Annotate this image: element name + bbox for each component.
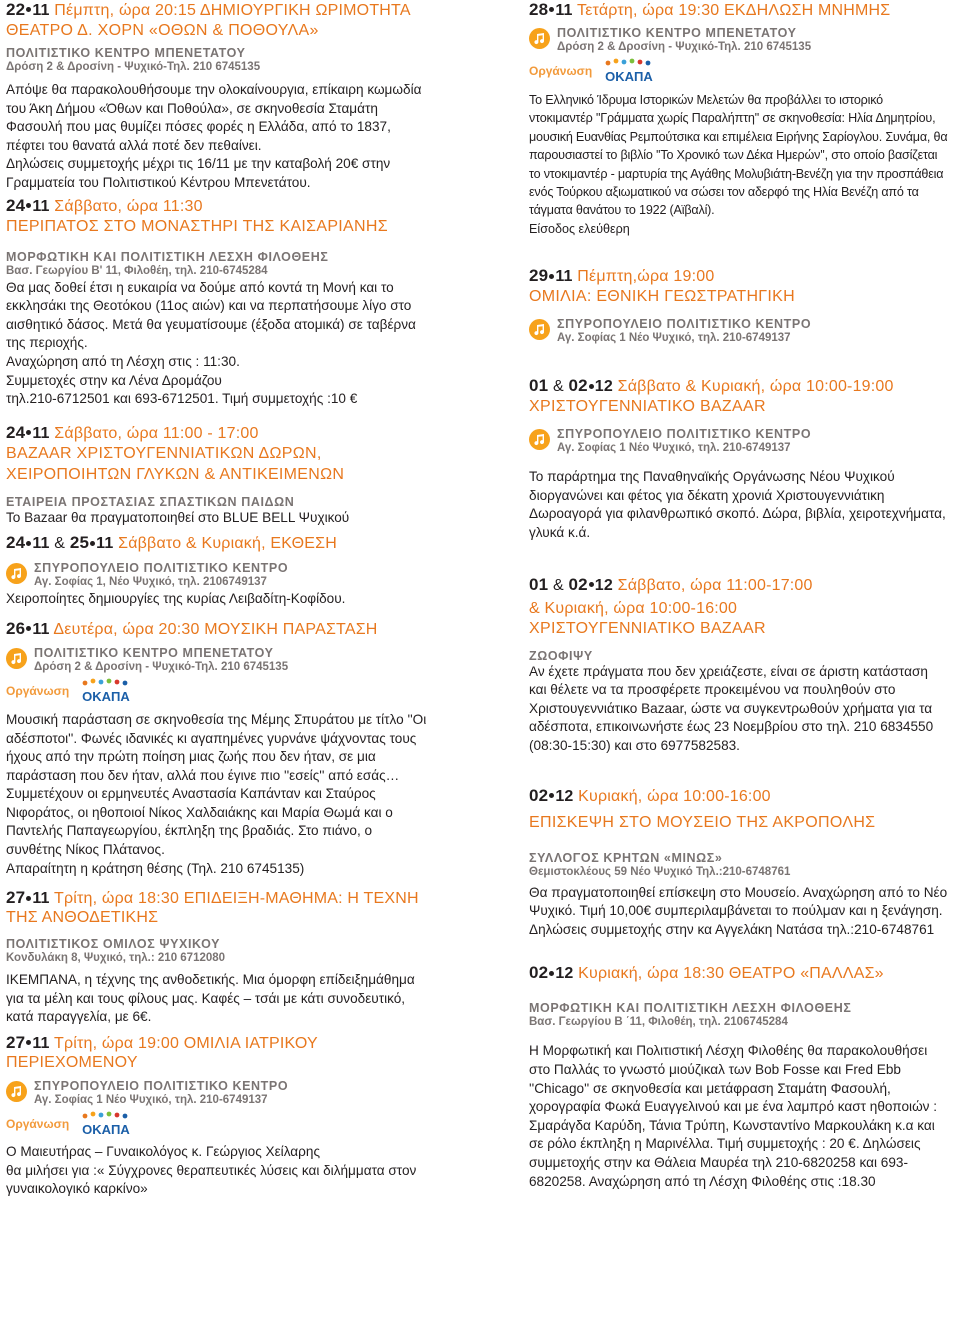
- date-day: 27: [6, 1033, 26, 1053]
- date-day: 26: [6, 618, 26, 638]
- date-day: 02: [529, 963, 549, 983]
- date-month: 11: [32, 535, 50, 553]
- date-join: &: [49, 535, 70, 553]
- venue-block: [529, 26, 949, 55]
- venue-address: Βασ. Γεωργίου Β ΄11, Φιλοθέη, τηλ. 2106745284: [529, 1016, 788, 1029]
- venue-name: ΜΟΡΦΩΤΙΚΗ ΚΑΙ ΠΟΛΙΤΙΣΤΙΚΗ ΛΕΣΧΗ ΦΙΛΟΘΕΗΣ: [529, 1001, 852, 1016]
- date-month: 11: [555, 268, 573, 286]
- organizer: [6, 678, 430, 704]
- event-time: Κυριακή, ώρα 18:30: [573, 965, 729, 983]
- event-date-line: [529, 963, 949, 983]
- date-day: 22: [6, 0, 26, 19]
- organizer-label: Οργάνωση: [6, 1117, 70, 1132]
- okapa-logo: [77, 678, 135, 704]
- event-title: ΧΡΙΣΤΟΥΓΕΝΝΙΑΤΙΚΟ BAZAAR: [529, 398, 766, 416]
- venue-name: ΠΟΛΙΤΙΣΤΙΚΟΣ ΟΜΙΛΟΣ ΨΥΧΙΚΟΥ: [6, 937, 221, 952]
- date-join: &: [548, 576, 569, 594]
- event-time: Τρίτη, ώρα 18:30: [49, 890, 184, 908]
- date-month: 11: [32, 1035, 50, 1053]
- venue-address: Αγ. Σοφίας 1 Νέο Ψυχικό, τηλ. 210-6749137: [557, 332, 791, 345]
- right-column: [529, 0, 949, 1191]
- venue-address: Αγ. Σοφίας 1 Νέο Ψυχικό, τηλ. 210-6749137: [34, 1094, 268, 1107]
- venue-name: ΣΠΥΡΟΠΟΥΛΕΙΟ ΠΟΛΙΤΙΣΤΙΚΟ ΚΕΝΤΡΟ: [34, 561, 289, 576]
- event-time: Τετάρτη, ώρα 19:30: [572, 2, 725, 19]
- venue-name: ΕΤΑΙΡΕΙΑ ΠΡΟΣΤΑΣΙΑΣ ΣΠΑΣΤΙΚΩΝ ΠΑΙΔΩΝ: [6, 494, 295, 509]
- event-01-02-12-zoofipsy: [529, 575, 949, 756]
- event-contact: Συμμετοχές στην κα Λένα Δρομάζου: [6, 372, 222, 388]
- venue-name: ΖΩΟΦΙΨΥ: [529, 648, 593, 663]
- event-description: Το Bazaar θα πραγματοποιηθεί στο BLUE BELL Ψυχικού: [6, 509, 350, 525]
- music-note-icon: [6, 563, 27, 584]
- date-day: 25: [69, 533, 90, 553]
- date-dot: [549, 793, 554, 798]
- event-date-line: [6, 619, 430, 639]
- venue-name: ΣΥΛΛΟΓΟΣ ΚΡΗΤΩΝ «ΜΙΝΩΣ»: [529, 850, 723, 865]
- date-join: &: [548, 378, 569, 396]
- event-date-line: [529, 266, 949, 286]
- event-price: τηλ.210-6712501 και 693-6712501. Τιμή συμμετοχής :10 €: [6, 391, 358, 407]
- date-month: 11: [32, 2, 50, 19]
- event-date-line: [6, 1033, 430, 1072]
- music-note-icon: [529, 319, 550, 340]
- event-date-line: [529, 376, 949, 396]
- event-time: Σάββατο & Κυριακή, ώρα 10:00-19:00: [613, 378, 894, 396]
- date-month: 12: [594, 378, 613, 396]
- venue-name: ΜΟΡΦΩΤΙΚΗ ΚΑΙ ΠΟΛΙΤΙΣΤΙΚΗ ΛΕΣΧΗ ΦΙΛΟΘΕΗΣ: [6, 249, 329, 264]
- venue-address: Δρόση 2 & Δροσίνη - Ψυχικό-Τηλ. 210 6745135: [34, 660, 289, 673]
- event-27-11-ikebana: [6, 888, 430, 1027]
- svg-text:ΟΚΑΠΑ: ΟΚΑΠΑ: [605, 69, 654, 84]
- date-month: 12: [555, 965, 574, 983]
- event-time: Πέμπτη, ώρα 20:15: [49, 2, 200, 19]
- date-dot: [26, 203, 31, 208]
- date-dot: [26, 430, 31, 435]
- date-day: 02: [568, 574, 588, 594]
- event-02-12-museum: [529, 786, 949, 940]
- event-description: Θα πραγματοποιηθεί επίσκεψη στο Μουσείο. Αναχώρηση από το Νέο Ψυχικό. Τιμή 10,00€ συμπεριλαμβάνεται το πούλμαν και η ξενάγηση.: [529, 884, 948, 919]
- event-reservation: Απαραίτητη η κράτηση θέσης (Τηλ. 210 6745135): [6, 860, 305, 876]
- event-22-11: [6, 0, 430, 193]
- event-24-25-11-exhibition: [6, 533, 430, 609]
- venue-block: [529, 427, 949, 456]
- event-28-11: [529, 0, 949, 238]
- date-day: 24: [6, 533, 26, 553]
- date-day: 29: [529, 266, 549, 286]
- event-description: ΙΚΕΜΠΑΝΑ, η τέχνης της ανθοδετικής. Μια όμορφη επίδειξημάθημα για τα μέλη και τους φίλους μας. Καφές – τσάι με κάτι συνοδευτικό, κατά παραγγελία, με 6€.: [6, 972, 415, 1025]
- svg-text:ΟΚΑΠΑ: ΟΚΑΠΑ: [82, 688, 131, 704]
- venue-address: Βασ. Γεωργίου Β' 11, Φιλοθέη, τηλ. 210-6745284: [6, 264, 268, 277]
- event-02-12-theatre: [529, 963, 949, 1191]
- music-note-icon: [6, 1081, 27, 1102]
- event-title: ΘΕΑΤΡΟ «ΠΑΛΛΑΣ»: [728, 965, 884, 983]
- event-description: Το παράρτημα της Παναθηναϊκής Οργάνωσης Νέου Ψυχικού διοργανώνει και φέτος για δέκατη χρονιά Χριστουγεννιάτικη Δωροαγορά για φιλανθρωπικό σκοπό. Δώρα, βιβλία, χειροτεχνήματα, γλυκά κ.ά.: [529, 469, 946, 541]
- date-dot: [589, 582, 594, 587]
- venue-name: ΣΠΥΡΟΠΟΥΛΕΙΟ ΠΟΛΙΤΙΣΤΙΚΟ ΚΕΝΤΡΟ: [34, 1079, 289, 1094]
- date-month: 11: [32, 197, 50, 215]
- event-24-11-walk: [6, 196, 430, 409]
- event-title: BAZAAR ΧΡΙΣΤΟΥΓΕΝΝΙΑΤΙΚΩΝ ΔΩΡΩΝ, ΧΕΙΡΟΠΟΙΗΤΩΝ ΓΛΥΚΩΝ & ΑΝΤΙΚΕΙΜΕΝΩΝ: [6, 444, 345, 483]
- event-time-secondary: & Κυριακή, ώρα 10:00-16:00: [529, 599, 738, 617]
- venue-address: Αγ. Σοφίας 1, Νέο Ψυχικό, τηλ. 2106749137: [34, 576, 267, 589]
- event-admission: Είσοδος ελεύθερη: [529, 221, 630, 236]
- venue-block: [6, 561, 430, 590]
- event-title: ΟΜΙΛΙΑ ΙΑΤΡΙΚΟΥ ΠΕΡΙΕΧΟΜΕΝΟΥ: [6, 1035, 318, 1072]
- event-date-line: [6, 423, 430, 443]
- date-day: 01: [529, 376, 549, 396]
- date-day: 01: [529, 574, 549, 594]
- music-note-icon: [529, 429, 550, 450]
- event-title: ΕΚΔΗΛΩΣΗ ΜΝΗΜΗΣ: [724, 2, 891, 19]
- venue-name: ΠΟΛΙΤΙΣΤΙΚΟ ΚΕΝΤΡΟ ΜΠΕΝΕΤΑΤΟΥ: [34, 645, 274, 660]
- event-speaker: Ο Μαιευτήρας – Γυναικολόγος κ. Γεώργιος Χείλαρης: [6, 1144, 320, 1160]
- event-time: Πέμπτη,ώρα 19:00: [572, 268, 715, 286]
- event-29-11: [529, 266, 949, 346]
- event-time: Σάββατο, ώρα 11:30: [49, 197, 203, 215]
- date-dot: [26, 626, 31, 631]
- event-performers: Συμμετέχουν οι ερμηνευτές Αναστασία Καπάνταν και Σταύρος Νιφοράτος, οι ηθοποιοί Νίκος Χαλδαιάκης και Μαρία Θωμά και ο Παντελής Παπαγεωργίου, έκπληξη της βραδιάς. Στο πιάνο, ο συνθέτης Νίκος Πλάτανος.: [6, 786, 393, 858]
- event-date-line: [529, 0, 949, 20]
- venue-address: Δρόση 2 & Δροσίνη - Ψυχικό-Τηλ. 210 6745135: [557, 41, 812, 53]
- event-time: Δευτέρα, ώρα 20:30: [49, 620, 205, 638]
- event-date-line: [6, 533, 430, 553]
- event-description: Απόψε θα παρακολουθήσουμε την ολοκαίνουργια, επίκαιρη κωμωδία του Άκη Δήμου «Όθων και Ποθούλα», σε σκηνοθεσία Σταμάτη Φασουλή που μας θυμίζει πόσες φορές η Ελλάδα, από το 1837, πέφτει του θανατά αλλά ποτέ δεν πεθαίνει.: [6, 82, 422, 153]
- event-time: Τρίτη, ώρα 19:00: [49, 1035, 184, 1053]
- date-month: 11: [32, 424, 50, 442]
- venue-name: ΠΟΛΙΤΙΣΤΙΚΟ ΚΕΝΤΡΟ ΜΠΕΝΕΤΑΤΟΥ: [6, 46, 246, 60]
- venue-block: [6, 646, 430, 675]
- event-registration: Δηλώσεις συμμετοχής στην κα Αγγελάκη Νατάσα τηλ.:210-6748761: [529, 921, 935, 937]
- organizer: [6, 1111, 430, 1137]
- date-month: 12: [555, 787, 574, 805]
- venue-name: ΣΠΥΡΟΠΟΥΛΕΙΟ ΠΟΛΙΤΙΣΤΙΚΟ ΚΕΝΤΡΟ: [557, 427, 812, 442]
- event-registration: Δηλώσεις συμμετοχής μέχρι τις 16/11 με την καταβολή 20€ στην Γραμματεία του Πολιτιστικού Κέντρου Μπενετάτου.: [6, 156, 391, 190]
- event-description: Χειροποίητες δημιουργίες της κυρίας Λειβαδίτη-Κοφίδου.: [6, 591, 346, 607]
- event-description: Η Μορφωτική και Πολιτιστική Λέσχη Φιλοθέης θα παρακολουθήσει στο Παλλάς το γνωστό μιούζικαλ των Bob Fosse και Fred Ebb ''Chicago'' σε σκηνοθεσία και μετάφραση Σταμάτη Φασουλή, χορογραφία Φωκά Ευαγγελινού και με ένα λαμπρό καστ ηθοποιών : Σμαράγδα Καρύδη, Τάνια Τρύπη, Κωνσταντίνο Μαρκουλάκη κ.α και σε ρόλο έκπληξη η Μαρινέλλα. Τιμή συμμετοχής : 20 €. Δηλώσεις συμμετοχής στην κα Θάλεια Μαυρέα τηλ 210-6820258 και 693-6820258. Αναχώρηση από τη Λέσχη Φιλοθέης στις :18.30: [529, 1043, 938, 1189]
- event-date-line: [6, 888, 430, 927]
- event-date-line: [6, 0, 430, 20]
- event-title: ΧΡΙΣΤΟΥΓΕΝΝΙΑΤΙΚΟ BAZAAR: [529, 619, 766, 637]
- venue-address: Κονδυλάκη 8, Ψυχικό, τηλ.: 210 6712080: [6, 952, 226, 965]
- event-description: Το Ελληνικό Ίδρυμα Ιστορικών Μελετών θα προβάλλει το ιστορικό ντοκιμαντέρ ''Γράμματα χωρίς Παραλήπτη'' σε σκηνοθεσία: Ηλία Δημητρίου, μουσική Ευανθίας Ρεμπούτσικα και επιμέλεια Ειρήνης Σαρίογλου. Συνάμα, θα παρουσιαστεί το βιβλίο ''Το Χρονικό των Δέκα Ημερών'', στο οποίο βασίζεται το ντοκιμαντέρ - μαρτυρία της Αγάθης Μολυβιάτη-Βενέζη για την προσπάθεια ενός Τούρκου αξιωματικού να σώσει τον αδερφό της Ηλία Βενέζη από τα τάγματα θανάτου το 1922 (Αϊβαλί).: [529, 93, 948, 218]
- date-dot: [549, 971, 554, 976]
- date-month: 11: [32, 620, 50, 638]
- organizer-label: Οργάνωση: [6, 683, 70, 698]
- date-month: 11: [555, 2, 573, 19]
- event-date-line: [529, 786, 949, 806]
- venue-address: Δρόση 2 & Δροσίνη - Ψυχικό-Τηλ. 210 6745135: [6, 61, 261, 73]
- date-day: 02: [568, 376, 588, 396]
- date-day: 24: [6, 422, 26, 442]
- event-24-11-bazaar: [6, 423, 430, 528]
- date-day: 02: [529, 785, 549, 805]
- event-title: ΕΚΘΕΣΗ: [270, 535, 337, 553]
- venue-name: ΣΠΥΡΟΠΟΥΛΕΙΟ ΠΟΛΙΤΙΣΤΙΚΟ ΚΕΝΤΡΟ: [557, 317, 812, 332]
- date-dot: [26, 541, 31, 546]
- date-dot: [26, 7, 31, 12]
- okapa-logo: [600, 58, 658, 84]
- date-dot: [26, 1040, 31, 1045]
- date-month: 11: [32, 890, 50, 908]
- event-time: Σάββατο, ώρα 11:00 - 17:00: [49, 424, 259, 442]
- date-day: 28: [529, 0, 549, 19]
- date-dot: [26, 896, 31, 901]
- venue-address: Αγ. Σοφίας 1 Νέο Ψυχικό, τηλ. 210-6749137: [557, 442, 791, 455]
- date-dot: [589, 384, 594, 389]
- svg-text:ΟΚΑΠΑ: ΟΚΑΠΑ: [82, 1122, 131, 1138]
- event-title: ΕΠΙΣΚΕΨΗ ΣΤΟ ΜΟΥΣΕΙΟ ΤΗΣ ΑΚΡΟΠΟΛΗΣ: [529, 813, 876, 831]
- event-26-11: [6, 619, 430, 878]
- venue-name: ΠΟΛΙΤΙΣΤΙΚΟ ΚΕΝΤΡΟ ΜΠΕΝΕΤΑΤΟΥ: [557, 26, 797, 40]
- event-01-02-12-bazaar: [529, 376, 949, 542]
- date-dot: [90, 541, 95, 546]
- event-category: ΔΗΜΙΟΥΡΓΙΚΗ ΩΡΙΜΟΤΗΤΑ: [199, 2, 411, 19]
- venue-block: [6, 1079, 430, 1108]
- okapa-logo: [77, 1111, 135, 1137]
- date-dot: [549, 274, 554, 279]
- date-dot: [549, 7, 554, 12]
- event-27-11-talk: [6, 1033, 430, 1199]
- event-title: ΜΟΥΣΙΚΗ ΠΑΡΑΣΤΑΣΗ: [204, 620, 378, 638]
- event-description: θα μιλήσει για :« Σύγχρονες θεραπευτικές λύσεις και διλήμματα στον γυναικολογικό καρκίνο»: [6, 1162, 417, 1197]
- event-title: ΕΠΙΔΕΙΞΗ-ΜΑΘΗΜΑ: Η ΤΕΧΝΗ ΤΗΣ ΑΝΘΟΔΕΤΙΚΗΣ: [6, 890, 419, 927]
- date-day: 24: [6, 195, 26, 215]
- venue-address: Θεμιστοκλέους 59 Νέο Ψυχικό Τηλ.:210-6748761: [529, 865, 791, 878]
- event-title: ΠΕΡΙΠΑΤΟΣ ΣΤΟ ΜΟΝΑΣΤΗΡΙ ΤΗΣ ΚΑΙΣΑΡΙΑΝΗΣ: [6, 217, 388, 235]
- date-month: 11: [96, 535, 114, 553]
- music-note-icon: [529, 28, 550, 49]
- organizer-label: Οργάνωση: [529, 64, 593, 78]
- event-departure: Αναχώρηση από τη Λέσχη στις : 11:30.: [6, 353, 240, 369]
- event-time: Κυριακή, ώρα 10:00-16:00: [573, 787, 771, 805]
- event-title: ΟΜΙΛΙΑ: ΕΘΝΙΚΗ ΓΕΩΣΤΡΑΤΗΓΙΚΗ: [529, 288, 795, 306]
- music-note-icon: [6, 648, 27, 669]
- event-description: Αν έχετε πράγματα που δεν χρειάζεστε, είναι σε άριστη κατάσταση και θέλετε να τα προσφέρετε προκειμένου να πουληθούν στο Χριστουγεννιάτικο Bazaar, ώστε να συγκεντρωθούν χρήματα για τα αδέσποτα, επικοινωνήστε έως 23 Νοεμβρίου στο τηλ. 210 6834550 (08:30-15:30) και στο 6977582583.: [529, 663, 934, 753]
- date-month: 12: [594, 576, 613, 594]
- date-day: 27: [6, 888, 26, 908]
- event-description: Θα μας δοθεί έτσι η ευκαιρία να δούμε από κοντά τη Μονή και το εκκλησάκι της Θεοτόκου (11ος αιών) και να περπατήσουμε λίγο στο αισθητικό δάσος. Μετά θα γευματίσουμε (έξοδα ατομικά) σε ταβέρνα της περιοχής.: [6, 279, 416, 351]
- left-column: [6, 0, 430, 1199]
- organizer: [529, 58, 949, 84]
- event-description: Μουσική παράσταση σε σκηνοθεσία της Μέμης Σπυράτου με τίτλο ''Οι αδέσποτοι''. Φωνές ιδανικές κι αγαπημένες γυρνάνε ψάχνοντας τους ήχους από την πρώτη ποίηση μιας ζωής που δεν ήταν, σε μια παράσταση που δεν ήταν, αλλά που έγινε πιο ''εσείς'' από εσάς…: [6, 711, 427, 783]
- event-date-line: [529, 575, 949, 595]
- event-time: Σάββατο & Κυριακή,: [113, 535, 271, 553]
- event-time: Σάββατο, ώρα 11:00-17:00: [613, 576, 813, 594]
- venue-block: [529, 317, 949, 346]
- event-date-line: [6, 196, 430, 216]
- event-title: ΘΕΑΤΡΟ Δ. ΧΟΡΝ «ΟΘΩΝ & ΠΟΘΟΥΛΑ»: [6, 22, 319, 39]
